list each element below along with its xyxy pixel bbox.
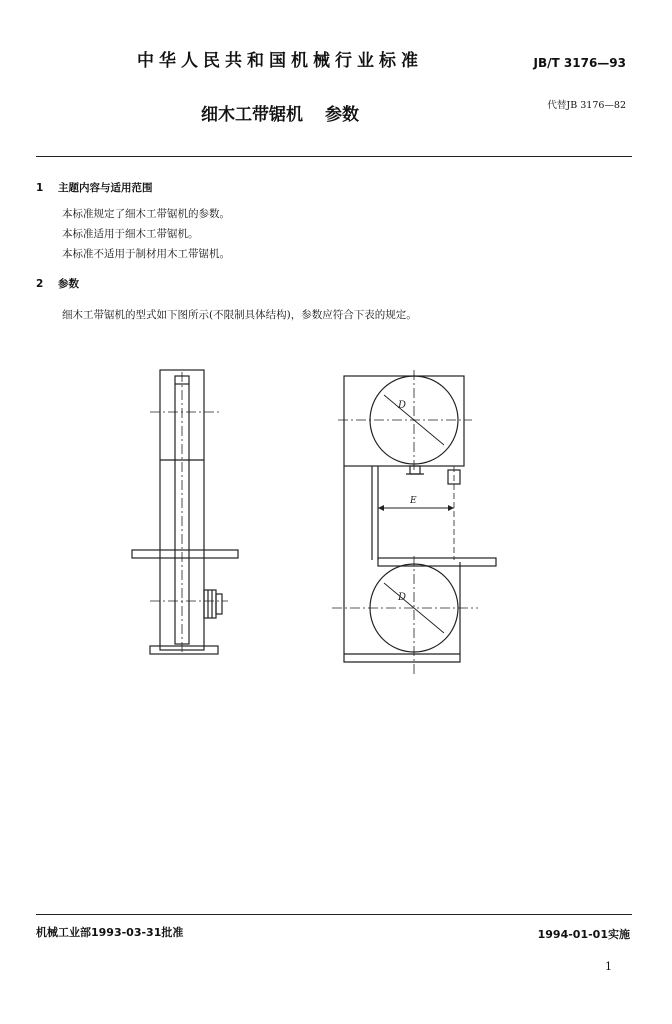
throat-width-label: E — [410, 496, 417, 506]
footer-rule — [36, 914, 632, 915]
page-number: 1 — [605, 960, 612, 973]
replaces-note: 代替JB 3176—82 — [547, 100, 626, 111]
section-1-paragraph: 本标准适用于细木工带锯机。 — [62, 228, 199, 240]
section-2-number: 2 — [36, 278, 44, 290]
document-title-sub: 参数 — [325, 105, 359, 125]
implementation-date: 1994-01-01实施 — [537, 928, 630, 941]
section-1-title: 主题内容与适用范围 — [58, 182, 153, 194]
document-title-main: 细木工带锯机 — [201, 105, 303, 125]
section-1-paragraph: 本标准不适用于制材用木工带锯机。 — [62, 248, 230, 260]
section-2-title: 参数 — [58, 278, 79, 290]
standard-title: 中华人民共和国机械行业标准 — [137, 51, 423, 71]
wheel-diameter-label-top: D — [398, 400, 407, 411]
approval-date: 机械工业部1993-03-31批准 — [36, 926, 184, 939]
section-1-paragraph: 本标准规定了细木工带锯机的参数。 — [62, 208, 230, 220]
standard-code: JB/T 3176—93 — [533, 56, 626, 70]
wheel-diameter-label-bottom: D — [398, 592, 407, 603]
side-view — [132, 370, 238, 654]
front-view — [332, 370, 496, 676]
section-2-paragraph: 细木工带锯机的型式如下图所示(不限制具体结构)，参数应符合下表的规定。 — [62, 309, 417, 321]
section-1-number: 1 — [36, 182, 44, 194]
